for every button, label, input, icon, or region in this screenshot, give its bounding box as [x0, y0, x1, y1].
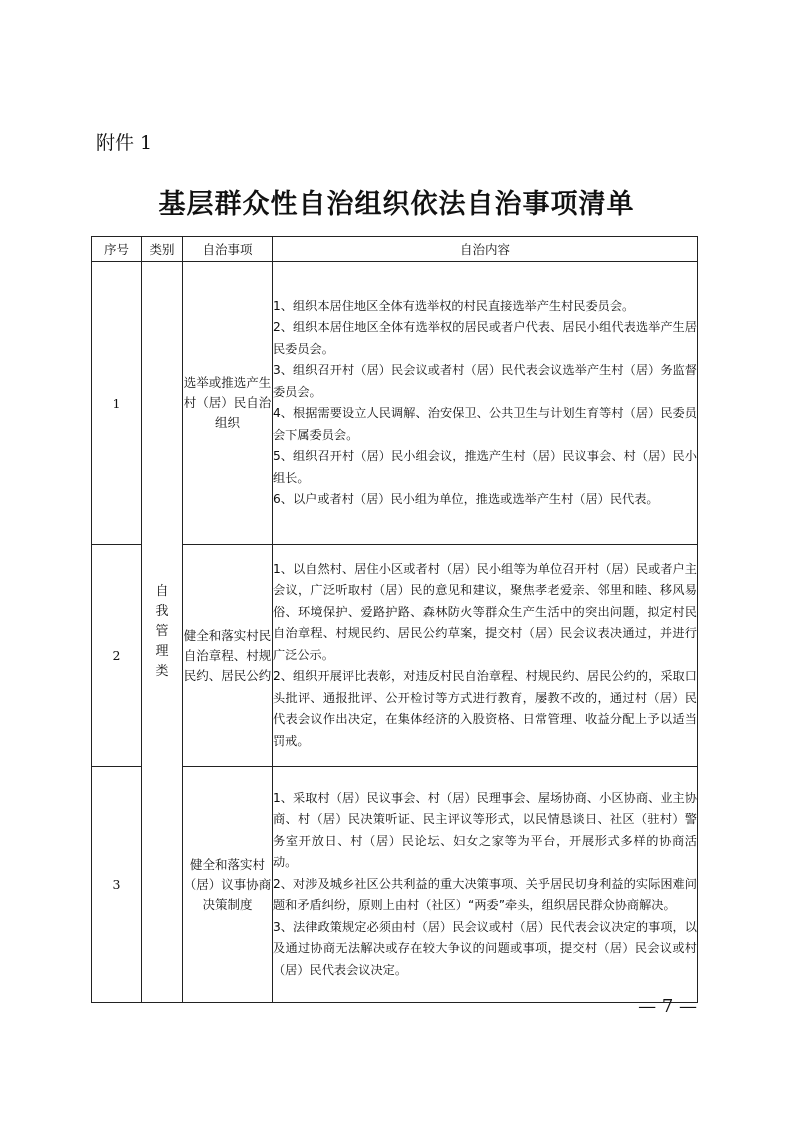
header-item: 自治事项: [183, 237, 273, 262]
content-paragraph: 4、根据需要设立人民调解、治安保卫、公共卫生与计划生育等村（居）民委员会下属委员会。: [273, 406, 697, 442]
header-seq: 序号: [92, 237, 142, 262]
content-paragraph: 1、采取村（居）民议事会、村（居）民理事会、屋场协商、小区协商、业主协商、村（居）民决策听证、民主评议等形式，以民情恳谈日、社区（驻村）警务室开放日、村（居）民论坛、妇女之家等为平台，开展形式多样的协商活动。: [273, 790, 697, 870]
table-header-row: [92, 237, 698, 262]
row-item: 健全和落实村（居）议事协商决策制度: [183, 767, 273, 1003]
header-content: 自治内容: [273, 237, 698, 262]
table-row: [92, 262, 698, 545]
table-row: [92, 767, 698, 1003]
page-number: — 7 —: [638, 996, 697, 1017]
content-paragraph: 2、组织本居住地区全体有选举权的居民或者户代表、居民小组代表选举产生居民委员会。: [273, 320, 697, 356]
content-paragraph: 3、法律政策规定必须由村（居）民会议或村（居）民代表会议决定的事项，以及通过协商无法解决或存在较大争议的问题或事项，提交村（居）民会议或村（居）民代表会议决定。: [273, 919, 697, 977]
category-label: 自我管理类: [155, 584, 169, 679]
category-cell: [142, 262, 183, 1003]
row-item: 健全和落实村民自治章程、村规民约、居民公约: [183, 545, 273, 767]
content-paragraph: 2、组织开展评比表彰，对违反村民自治章程、村规民约、居民公约的，采取口头批评、通报批评、公开检讨等方式进行教育，屡教不改的，通过村（居）民代表会议作出决定，在集体经济的入股资格、日常管理、收益分配上予以适当罚戒。: [273, 669, 697, 748]
header-category: 类别: [142, 237, 183, 262]
row-seq: 3: [92, 767, 142, 1003]
row-item: 选举或推选产生村（居）民自治组织: [183, 262, 273, 545]
row-content: [273, 545, 698, 767]
table-row: [92, 545, 698, 767]
content-paragraph: 3、组织召开村（居）民会议或者村（居）民代表会议选举产生村（居）务监督委员会。: [273, 363, 697, 399]
content-paragraph: 2、对涉及城乡社区公共利益的重大决策事项、关乎居民切身利益的实际困难问题和矛盾纠纷，原则上由村（社区）“两委”牵头，组织居民群众协商解决。: [273, 876, 697, 913]
content-paragraph: 6、以户或者村（居）民小组为单位，推选或选举产生村（居）民代表。: [273, 492, 659, 506]
content-paragraph: 1、组织本居住地区全体有选举权的村民直接选举产生村民委员会。: [273, 298, 635, 313]
attachment-label: 附件 1: [96, 132, 153, 154]
document-title: 基层群众性自治组织依法自治事项清单: [158, 189, 635, 220]
row-content: [273, 767, 698, 1003]
content-paragraph: 1、以自然村、居住小区或者村（居）民小组等为单位召开村（居）民或者户主会议，广泛听取村（居）民的意见和建议，聚焦孝老爱亲、邻里和睦、移风易俗、环境保护、爱路护路、森林防火等群众生产生活中的突出问题，拟定村民自治章程、村规民约、居民公约草案，提交村（居）民会议表决通过，并进行广泛公示。: [273, 561, 697, 662]
row-content: [273, 262, 698, 545]
row-seq: 1: [92, 262, 142, 545]
autonomy-items-table: [91, 236, 698, 1003]
row-seq: 2: [92, 545, 142, 767]
content-paragraph: 5、组织召开村（居）民小组会议，推选产生村（居）民议事会、村（居）民小组长。: [273, 449, 697, 485]
